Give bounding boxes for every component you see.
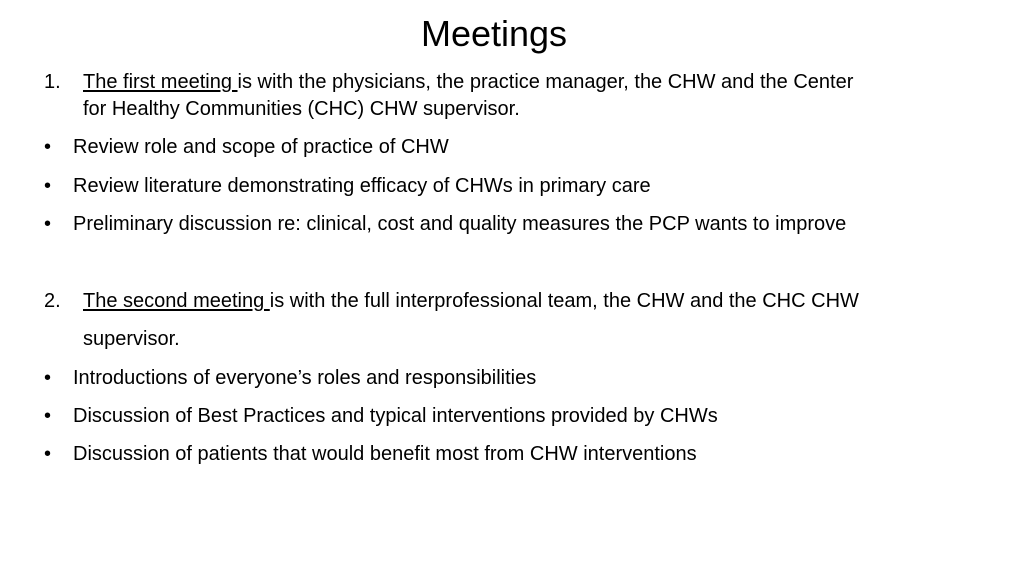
item-1-rest: is with the physicians, the practice manager, the CHW and the Center — [237, 71, 854, 93]
bullet-marker: • — [44, 136, 52, 158]
item-2-lead: The second meeting — [83, 290, 270, 312]
item-1-lead: The first meeting — [83, 71, 238, 93]
item-1-line-2: for Healthy Communities (CHC) CHW supervisor. — [83, 98, 520, 120]
item-1-number: 1. — [44, 71, 61, 93]
item-1-line-1 — [83, 71, 853, 93]
bullet-2-1: Introductions of everyone’s roles and responsibilities — [73, 367, 537, 389]
bullet-marker: • — [44, 443, 52, 465]
bullet-marker: • — [44, 405, 52, 427]
slide-title: Meetings — [420, 13, 568, 54]
item-2-rest: is with the full interprofessional team, the CHW and the CHC CHW — [269, 290, 859, 312]
bullet-1-2: Review literature demonstrating efficacy of CHWs in primary care — [73, 175, 651, 197]
bullet-2-2: Discussion of Best Practices and typical interventions provided by CHWs — [73, 405, 718, 427]
item-2-number: 2. — [44, 290, 61, 312]
bullet-marker: • — [44, 213, 52, 235]
item-2-line-2: supervisor. — [83, 328, 180, 350]
bullet-marker: • — [44, 175, 52, 197]
bullet-2-3: Discussion of patients that would benefit most from CHW interventions — [73, 443, 697, 465]
bullet-1-1: Review role and scope of practice of CHW — [73, 136, 449, 158]
bullet-1-3: Preliminary discussion re: clinical, cost and quality measures the PCP wants to improve — [73, 213, 847, 235]
item-2-line-1 — [83, 290, 859, 312]
bullet-marker: • — [44, 367, 52, 389]
